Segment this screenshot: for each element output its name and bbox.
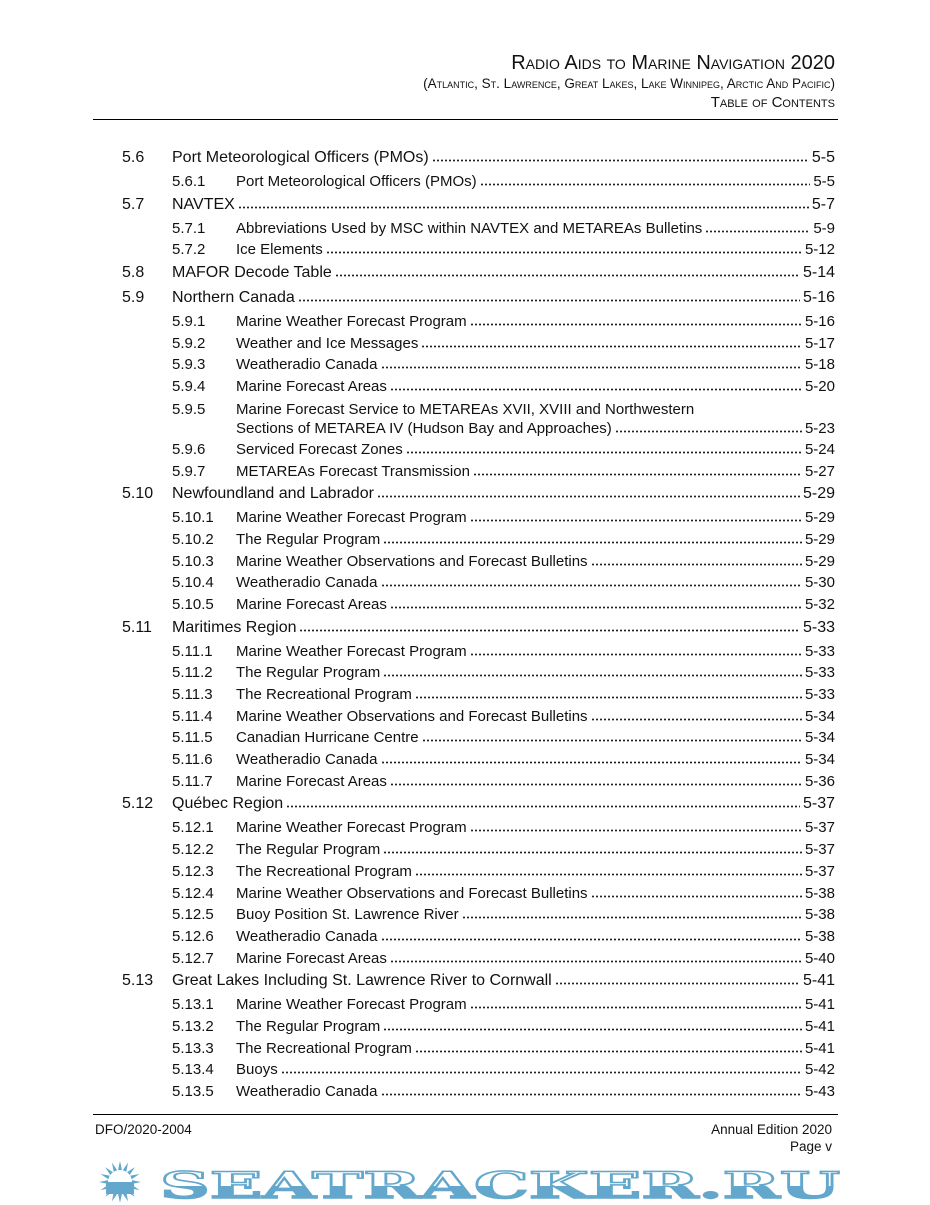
toc-page: 5-33 [804,686,835,703]
toc-number: 5.8 [122,264,145,282]
toc-number: 5.7.1 [172,219,206,237]
toc-title: Serviced Forecast Zones [236,440,403,458]
toc-number: 5.13.4 [172,1061,214,1079]
toc-title: Buoys [236,1061,278,1079]
toc-title: The Recreational Program [236,862,412,880]
toc-entry[interactable] [122,662,835,684]
dot-leader [705,230,810,233]
dot-leader [383,541,802,544]
toc-number: 5.12.1 [172,819,214,837]
toc-page: 5-33 [804,664,835,682]
toc-page: 5-29 [804,530,835,548]
toc-title: The Regular Program [236,841,381,859]
toc-number: 5.12.2 [172,841,214,859]
toc-title: Marine Forecast Areas [236,378,387,396]
toc-page: 5-41 [804,1039,835,1057]
toc-page: 5-14 [802,264,835,282]
toc-number: 5.11.1 [172,642,213,660]
toc-number: 5.10.4 [172,574,214,592]
toc-page: 5-18 [804,356,835,374]
toc-page: 5-42 [804,1061,835,1079]
toc-entry[interactable] [122,1059,835,1081]
toc-title: Marine Forecast Service to METAREAs XVII, XVIII and Northwestern [236,400,695,418]
toc-title: The Regular Program [236,664,381,682]
toc-entry[interactable] [122,749,835,771]
toc-number: 5.13.1 [172,996,214,1014]
toc-page: 5-36 [804,772,835,790]
toc-title: The Regular Program [236,1017,381,1035]
dot-leader [591,563,802,566]
dot-leader [299,629,799,632]
dot-leader [381,366,802,369]
toc-entry[interactable] [122,792,835,817]
dot-leader [383,1028,802,1031]
toc-entry[interactable] [122,218,835,240]
toc-entry[interactable] [122,861,835,883]
dot-leader [480,183,811,186]
toc-page: 5-41 [802,972,835,990]
toc-number: 5.11 [122,618,152,636]
toc-page: 5-29 [802,485,835,503]
toc-number: 5.11.3 [172,686,213,703]
toc-entry[interactable] [122,354,835,376]
toc-number: 5.12 [122,795,154,813]
dot-leader [381,584,802,587]
toc-title: Marine Weather Observations and Forecast Bulletins [236,884,588,902]
dot-leader [390,606,802,609]
dot-leader [415,696,802,699]
toc-title: Marine Weather Forecast Program [236,819,467,837]
dot-leader [298,299,800,302]
toc-entry[interactable] [122,994,835,1016]
toc-title: Marine Forecast Areas [236,772,387,790]
toc-page: 5-34 [804,729,835,747]
toc-title: Marine Weather Observations and Forecast Bulletins [236,552,588,570]
dot-leader [381,761,802,764]
toc-entry[interactable] [122,883,835,905]
dot-leader [470,829,802,832]
toc-title: Weatheradio Canada [236,751,378,769]
toc-page: 5-41 [804,996,835,1014]
dot-leader [390,783,802,786]
dot-leader [591,718,802,721]
dot-leader [432,159,809,162]
toc-entry[interactable] [122,594,835,616]
toc-title: Northern Canada [172,289,295,307]
toc-title: Port Meteorological Officers (PMOs) [172,149,429,166]
toc-page: 5-7 [811,195,835,213]
toc-entry[interactable] [122,684,835,706]
toc-number: 5.10 [122,485,154,503]
sun-ray [118,1161,122,1171]
toc-number: 5.11.4 [172,707,213,725]
toc-entry[interactable] [122,551,835,573]
toc-entry[interactable] [122,904,835,926]
toc-page: 5-37 [804,862,835,880]
toc-number: 5.10.1 [172,509,214,527]
toc-title: Marine Forecast Areas [236,595,387,613]
dot-leader [422,739,802,742]
sun-icon [99,1161,141,1203]
header-rule [93,119,838,120]
document-title: Radio Aids to Marine Navigation 2020 [511,52,835,74]
dot-leader [421,345,802,348]
dot-leader [281,1071,802,1074]
dot-leader [390,388,802,391]
toc-number: 5.12.6 [172,927,214,945]
toc-title: Québec Region [172,795,284,813]
document-subtitle: (Atlantic, St. Lawrence, Great Lakes, Lake Winnipeg, Arctic And Pacific) [423,76,835,91]
toc-title: The Recreational Program [236,686,412,703]
toc-number: 5.13.2 [172,1017,214,1035]
toc-page: 5-20 [804,378,835,396]
toc-number: 5.12.7 [172,949,214,967]
toc-number: 5.9.5 [172,400,206,418]
toc-page: 5-23 [804,419,835,437]
toc-title: The Regular Program [236,530,381,548]
toc-entry[interactable] [122,376,835,398]
toc-entry[interactable] [122,572,835,594]
toc-page: 5-9 [813,219,835,237]
toc-entry[interactable] [122,311,835,333]
toc-page: 5-30 [804,574,835,592]
toc-number: 5.10.5 [172,595,214,613]
toc-number: 5.9.2 [172,334,206,352]
toc-entry[interactable] [122,1081,835,1103]
toc-number: 5.11.6 [172,751,213,769]
toc-number: 5.11.5 [172,729,213,747]
dot-leader [238,206,809,209]
toc-number: 5.12.3 [172,862,214,880]
toc-title: Marine Weather Forecast Program [236,996,467,1014]
toc-entry[interactable] [122,507,835,529]
toc-number: 5.13.3 [172,1039,214,1057]
toc-title: Abbreviations Used by MSC within NAVTEX and METAREAs Bulletins [236,219,703,237]
toc-page: 5-24 [804,440,835,458]
toc-title: Weatheradio Canada [236,1083,378,1100]
toc-page: 5-16 [802,289,835,307]
toc-entry[interactable] [122,239,835,261]
toc-title: Marine Weather Forecast Program [236,313,467,331]
toc-number: 5.10.2 [172,530,214,548]
dot-leader [470,519,802,522]
toc-entry[interactable] [122,482,835,507]
toc-title: The Recreational Program [236,1039,412,1057]
toc-number: 5.12.5 [172,906,214,924]
toc-entry[interactable] [122,771,835,793]
dot-leader [335,274,800,277]
dot-leader [377,495,800,498]
dot-leader [415,873,802,876]
toc-number: 5.9.1 [172,313,206,331]
toc-entry[interactable] [122,261,835,286]
toc-number: 5.9 [122,289,145,307]
sun-ray [118,1193,122,1203]
toc-page: 5-5 [811,149,835,166]
dot-leader [390,960,802,963]
watermark-text: SEATRACKER.RU [160,1165,840,1205]
edition: Annual Edition 2020 [711,1122,832,1137]
toc-entry[interactable] [122,1016,835,1038]
dot-leader [470,1006,802,1009]
toc-page: 5-29 [804,552,835,570]
toc-title: Weatheradio Canada [236,356,378,374]
dot-leader [615,430,802,433]
toc-entry[interactable] [122,948,835,970]
toc-number: 5.13.5 [172,1083,214,1100]
dot-leader [326,251,802,254]
toc-title: Maritimes Region [172,618,297,636]
toc-number: 5.7 [122,195,145,213]
dot-leader [462,916,802,919]
toc-title: MAFOR Decode Table [172,264,332,282]
toc-entry[interactable] [122,926,835,948]
toc-entry[interactable] [122,439,835,461]
toc-entry[interactable] [122,1038,835,1060]
toc-page: 5-32 [804,595,835,613]
section-title: Table of Contents [710,94,835,111]
toc-entry[interactable] [122,616,835,641]
toc-page: 5-38 [804,927,835,945]
toc-entry[interactable] [122,727,835,749]
toc-number: 5.11.7 [172,772,213,790]
toc-entry[interactable] [122,171,835,193]
dot-leader [383,674,802,677]
toc-page: 5-38 [804,884,835,902]
toc-title: Marine Weather Forecast Program [236,509,467,527]
toc-page: 5-17 [804,334,835,352]
toc-title: Marine Forecast Areas [236,949,387,967]
toc-page: 5-27 [804,462,835,480]
toc-entry[interactable] [122,839,835,861]
dot-leader [470,653,802,656]
toc-title: Canadian Hurricane Centre [236,729,419,747]
dot-leader [406,451,802,454]
toc-title: Marine Weather Observations and Forecast Bulletins [236,707,588,725]
toc-number: 5.6.1 [172,173,206,190]
table-of-contents [122,146,835,1103]
dot-leader [555,982,800,985]
toc-page: 5-29 [804,509,835,527]
toc-page: 5-33 [804,642,835,660]
toc-page: 5-38 [804,906,835,924]
toc-title: Weather and Ice Messages [236,334,419,352]
toc-page: 5-12 [804,241,835,259]
dot-leader [591,895,802,898]
toc-title: METAREAs Forecast Transmission [236,462,470,480]
toc-title: Port Meteorological Officers (PMOs) [236,173,477,190]
toc-entry[interactable] [122,286,835,311]
toc-page: 5-41 [804,1017,835,1035]
toc-page: 5-37 [804,841,835,859]
toc-entry[interactable] [122,461,835,483]
toc-entry[interactable] [122,529,835,551]
dot-leader [381,1093,802,1096]
toc-page: 5-37 [804,819,835,837]
toc-title: Weatheradio Canada [236,927,378,945]
toc-title: NAVTEX [172,195,235,213]
toc-entry[interactable] [122,817,835,839]
toc-entry[interactable] [122,706,835,728]
dot-leader [415,1050,802,1053]
toc-number: 5.13 [122,972,154,990]
footer-rule [93,1114,838,1115]
toc-entry[interactable] [122,333,835,355]
toc-page: 5-34 [804,707,835,725]
dot-leader [383,851,802,854]
toc-entry[interactable] [122,641,835,663]
toc-entry[interactable] [122,969,835,994]
toc-title: Marine Weather Forecast Program [236,642,467,660]
toc-title-continued: Sections of METAREA IV (Hudson Bay and Approaches) [236,419,612,437]
toc-number: 5.9.6 [172,440,206,458]
toc-number: 5.9.4 [172,378,206,396]
document-id: DFO/2020-2004 [95,1122,192,1137]
dot-leader [470,323,802,326]
toc-number: 5.11.2 [172,664,213,682]
toc-title: Great Lakes Including St. Lawrence River to Cornwall [172,972,552,990]
toc-title: Weatheradio Canada [236,574,378,592]
toc-entry[interactable] [122,146,835,171]
toc-number: 5.9.3 [172,356,206,374]
toc-entry[interactable] [122,400,835,438]
toc-page: 5-43 [804,1083,835,1100]
dot-leader [473,473,802,476]
toc-number: 5.6 [122,149,145,166]
toc-page: 5-34 [804,751,835,769]
toc-page: 5-16 [804,313,835,331]
watermark-logo [0,1160,930,1205]
toc-page: 5-37 [802,795,835,813]
toc-title: Newfoundland and Labrador [172,485,374,503]
toc-page: 5-40 [804,949,835,967]
page-number: Page v [789,1139,832,1154]
toc-number: 5.12.4 [172,884,214,902]
toc-entry[interactable] [122,193,835,218]
dot-leader [381,938,802,941]
dot-leader [286,805,800,808]
toc-title: Ice Elements [236,241,323,259]
toc-title: Buoy Position St. Lawrence River [236,906,459,924]
toc-page: 5-5 [813,173,835,190]
toc-page: 5-33 [802,618,835,636]
toc-number: 5.10.3 [172,552,214,570]
toc-number: 5.9.7 [172,462,206,480]
toc-number: 5.7.2 [172,241,206,259]
